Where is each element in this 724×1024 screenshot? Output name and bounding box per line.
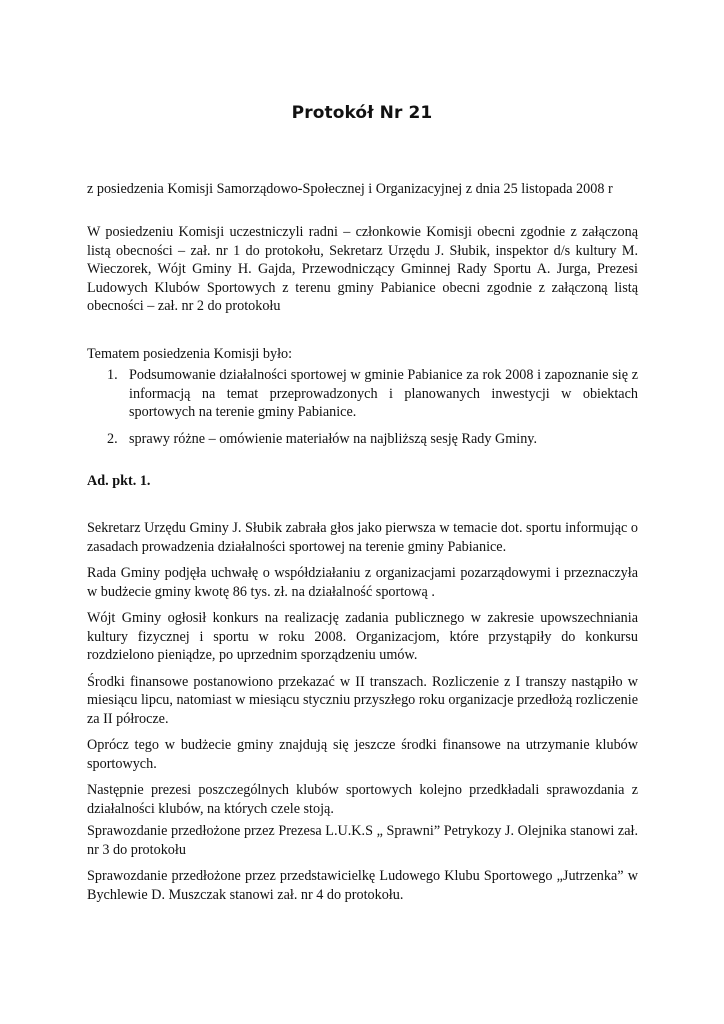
agenda-item-number: 2. bbox=[107, 430, 118, 447]
agenda-heading: Tematem posiedzenia Komisji było: bbox=[87, 346, 293, 362]
body-paragraph: Wójt Gminy ogłosił konkurs na realizację zadania publicznego w zakresie upowszechniania kultury fizycznej i sportu w roku 2008. Organizacjom, które przystąpiły do konkursu rozdzielono pieniądze, po uprzednim sporządzeniu umów. bbox=[87, 610, 638, 663]
agenda-item-number: 1. bbox=[107, 367, 118, 383]
body-paragraph: Oprócz tego w budżecie gminy znajdują się jeszcze środki finansowe na utrzymanie klubów sportowych. bbox=[87, 737, 638, 772]
intro-paragraph bbox=[87, 223, 638, 316]
reports-section bbox=[87, 822, 638, 912]
body-paragraph: Rada Gminy podjęła uchwałę o współdziałaniu z organizacjami pozarządowymi i przeznaczyła w budżecie gminy kwotę 86 tys. zł. na działalność sportową . bbox=[87, 565, 638, 600]
agenda-item bbox=[107, 430, 638, 449]
report-paragraph: Sprawozdanie przedłożone przez przedstawicielkę Ludowego Klubu Sportowego „Jutrzenka” w Bychlewie D. Muszczak stanowi zał. nr 4 do protokołu. bbox=[87, 868, 638, 903]
body-paragraph: Sekretarz Urzędu Gminy J. Słubik zabrała głos jako pierwsza w temacie dot. sportu informując o zasadach prowadzenia działalności sportowej na terenie gminy Pabianice. bbox=[87, 520, 638, 555]
report-paragraph: Sprawozdanie przedłożone przez Prezesa L.U.K.S „ Sprawni” Petrykozy J. Olejnika stanowi zał. nr 3 do protokołu bbox=[87, 823, 638, 858]
agenda-item bbox=[107, 366, 638, 422]
agenda-item-text: Podsumowanie działalności sportowej w gminie Pabianice za rok 2008 i zapoznanie się z informacją na temat przeprowadzonych i planowanych inwestycji w obiektach sportowych na terenie gminy Pabianice. bbox=[129, 367, 638, 420]
body-paragraph: Następnie prezesi poszczególnych klubów sportowych kolejno przedkładali sprawozdania z działalności klubów, na których czele stoją. bbox=[87, 782, 638, 817]
intro-text: W posiedzeniu Komisji uczestniczyli radni – członkowie Komisji obecni zgodnie z załączoną listą obecności – zał. nr 1 do protokołu, Sekretarz Urzędu J. Słubik, inspektor d/s kultury M. Wieczorek, Wójt Gminy H. Gajda, Przewodniczący Gminnej Rady Sportu A. Jurga, Prezesi Ludowych Klubów Sportowych z terenu gminy Pabianice obecni zgodnie z załączoną listą obecności – zał. nr 2 do protokołu bbox=[87, 224, 638, 314]
section-body bbox=[87, 519, 638, 826]
agenda-item-text: sprawy różne – omówienie materiałów na najbliższą sesję Rady Gminy. bbox=[129, 430, 538, 447]
section-heading: Ad. pkt. 1. bbox=[87, 473, 151, 489]
agenda-list bbox=[107, 366, 638, 456]
document-subtitle: z posiedzenia Komisji Samorządowo-Społecznej i Organizacyjnej z dnia 25 listopada 2008 r bbox=[87, 181, 613, 197]
body-paragraph: Środki finansowe postanowiono przekazać w II transzach. Rozliczenie z I transzy nastąpiło w miesiącu lipcu, natomiast w miesiącu styczniu przyszłego roku organizacje przedłożą rozliczenie za II półrocze. bbox=[87, 673, 638, 727]
document-title: Protokół Nr 21 bbox=[291, 103, 433, 123]
